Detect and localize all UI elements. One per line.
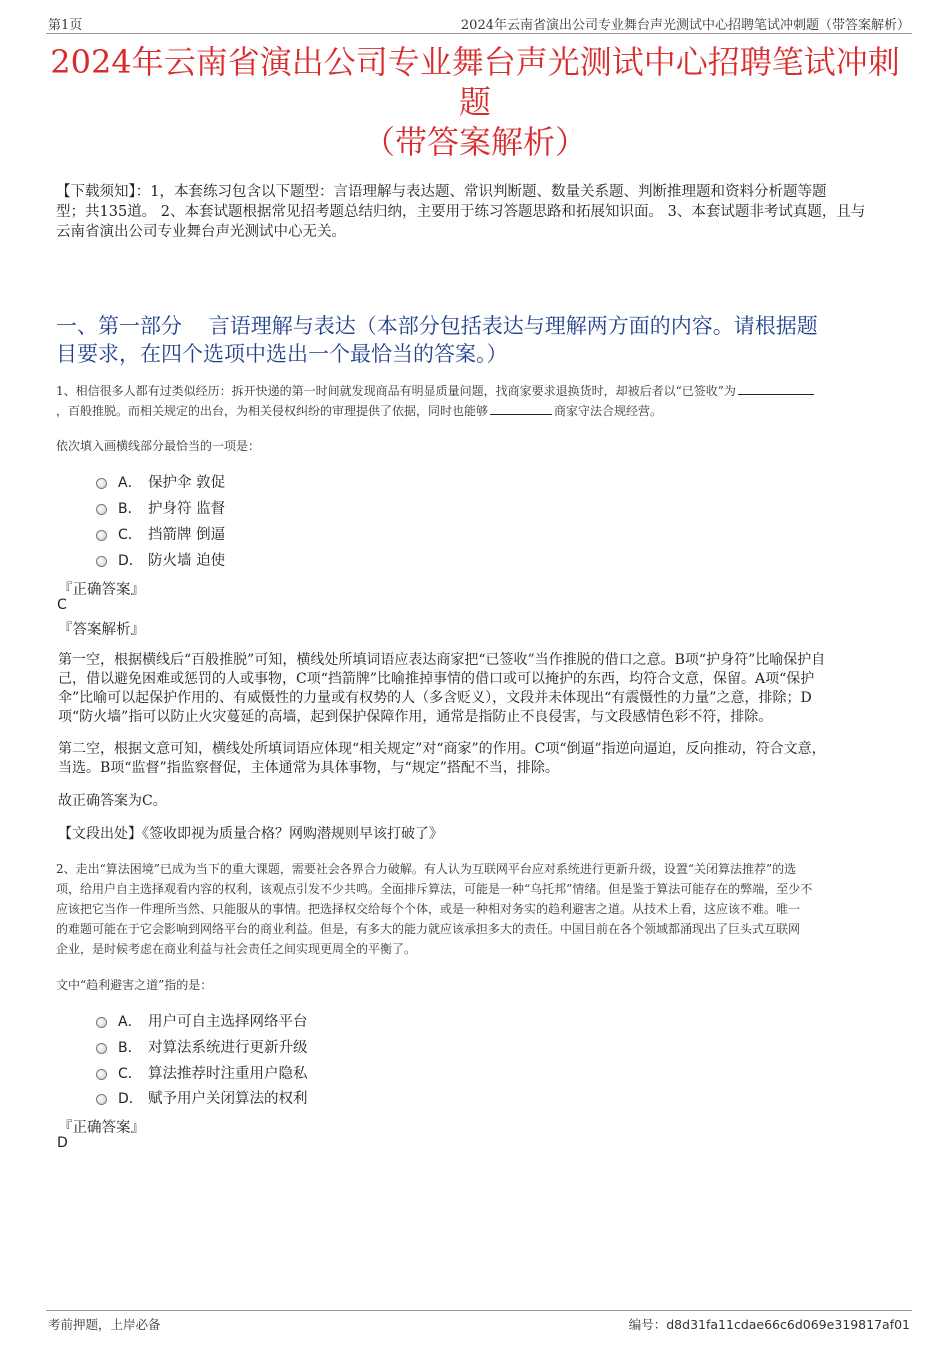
question-1-prompt: 依次填入画横线部分最恰当的一项是： — [56, 439, 261, 453]
blank-1 — [738, 382, 814, 395]
analysis-line: 第一空，根据横线后“百般推脱”可知，横线处所填词语应表达商家把“已签收”当作推脱的借口之意。B项“护身符”比喻保护自 — [58, 652, 826, 668]
radio-button-icon[interactable] — [96, 556, 107, 567]
radio-button-icon[interactable] — [96, 1094, 107, 1105]
analysis-conclusion: 故正确答案为C。 — [58, 793, 167, 809]
option-letter: D． — [118, 1090, 143, 1107]
blank-2 — [490, 402, 552, 415]
question-1-text — [56, 381, 904, 421]
question-2-option-d[interactable] — [96, 1087, 308, 1108]
footer-code-value: d8d31fa11cdae66c6d069e319817af01 — [666, 1317, 910, 1332]
question-1-text-a: 1、相信很多人都有过类似经历：拆开快递的第一时间就发现商品有明显质量问题，找商家要求退换货时，却被后者以“已签收”为 — [56, 384, 736, 398]
footer-slogan: 考前押题，上岸必备 — [48, 1317, 161, 1332]
footer-code — [629, 1315, 910, 1333]
radio-button-icon[interactable] — [96, 530, 107, 541]
question-2-line: 2、走出“算法困境”已成为当下的重大课题，需要社会各界合力破解。有人认为互联网平台应对系统进行更新升级，设置“关闭算法推荐”的选 — [56, 862, 797, 876]
option-text: 挡箭牌 倒逼 — [148, 527, 226, 543]
analysis-line: 第二空，根据文意可知，横线处所填词语应体现“相关规定”对“商家”的作用。C项“倒逼”指逆向逼迫，反向推动，符合文意， — [58, 741, 826, 757]
option-text: 护身符 监督 — [148, 501, 226, 517]
section-heading — [56, 312, 910, 368]
notice-line-1: 【下载须知】：1，本套练习包含以下题型：言语理解与表达题、常识判断题、数量关系题、判断推理题和资料分析题等题 — [56, 184, 827, 200]
document-title — [40, 42, 910, 162]
option-text: 赋予用户关闭算法的权利 — [148, 1091, 308, 1107]
page-number: 第1页 — [48, 18, 83, 33]
notice-line-2: 型；共135道。 2、本套试题根据常见招考题总结归纳，主要用于练习答题思路和拓展知识面。 3、本套试题非考试真题，且与 — [56, 204, 866, 220]
analysis-label: 『答案解析』 — [58, 622, 145, 638]
question-1-option-c[interactable] — [96, 523, 225, 544]
radio-button-icon[interactable] — [96, 1043, 107, 1054]
analysis-line: 己，借以避免困难或惩罚的人或事物，C项“挡箭牌”比喻推掉事情的借口或可以掩护的东西，均符合文意，保留。A项“保护 — [58, 671, 815, 687]
option-text: 用户可自主选择网络平台 — [148, 1014, 308, 1030]
correct-answer-label: 『正确答案』 — [58, 1120, 145, 1136]
source-citation: 【文段出处】《签收即视为质量合格？网购潜规则早该打破了》 — [58, 826, 443, 842]
title-line-2: （带答案解析） — [362, 123, 587, 161]
question-1-option-d[interactable] — [96, 549, 225, 570]
radio-button-icon[interactable] — [96, 478, 107, 489]
radio-button-icon[interactable] — [96, 1069, 107, 1080]
radio-button-icon[interactable] — [96, 504, 107, 515]
header-divider — [46, 33, 912, 34]
analysis-line: 项“防火墙”指可以防止火灾蔓延的高墙，起到保护保障作用，通常是指防止不良侵害，与文段感情色彩不符，排除。 — [58, 709, 773, 725]
question-2-option-b[interactable] — [96, 1036, 308, 1057]
correct-answer-value: D — [57, 1135, 68, 1151]
option-text: 防火墙 迫使 — [148, 553, 226, 569]
option-text: 对算法系统进行更新升级 — [148, 1040, 308, 1056]
question-2-line: 的难题可能在于它会影响到网络平台的商业利益。但是，有多大的能力就应该承担多大的责任。中国目前在各个领域都涌现出了巨头式互联网 — [56, 922, 801, 936]
option-text: 算法推荐时注重用户隐私 — [148, 1066, 308, 1082]
option-letter: A． — [118, 1013, 142, 1030]
option-letter: D． — [118, 552, 143, 569]
option-letter: C． — [118, 1065, 142, 1082]
section-heading-line-2: 目要求，在四个选项中选出一个最恰当的答案。） — [56, 342, 508, 366]
analysis-line: 当选。B项“监督”指监察督促，主体通常为具体事物，与“规定”搭配不当，排除。 — [58, 760, 559, 776]
option-text: 保护伞 敦促 — [148, 475, 226, 491]
option-letter: C． — [118, 526, 142, 543]
section-heading-line-1: 一、第一部分 言语理解与表达（本部分包括表达与理解两方面的内容。请根据题 — [56, 314, 818, 338]
footer-code-label: 编号： — [628, 1317, 667, 1332]
question-1-text-b: ，百般推脱。而相关规定的出台，为相关侵权纠纷的审理提供了依据，同时也能够 — [56, 404, 489, 418]
question-2-line: 企业，是时候考虑在商业利益与社会责任之间实现更周全的平衡了。 — [56, 942, 417, 956]
analysis-line: 伞”比喻可以起保护作用的、有威慑性的力量或有权势的人（多含贬义），文段并未体现出“有震慑性的力量”之意，排除；D — [58, 690, 812, 706]
correct-answer-value: C — [57, 597, 67, 613]
analysis-paragraph-1 — [58, 651, 902, 727]
question-2-prompt: 文中“趋利避害之道”指的是： — [56, 978, 213, 992]
analysis-paragraph-2 — [58, 740, 902, 778]
correct-answer-label: 『正确答案』 — [58, 582, 145, 598]
question-2-option-a[interactable] — [96, 1010, 308, 1031]
radio-button-icon[interactable] — [96, 1017, 107, 1028]
title-line-1: 2024年云南省演出公司专业舞台声光测试中心招聘笔试冲刺题 — [50, 43, 900, 121]
question-2-text — [56, 859, 904, 959]
option-letter: B． — [118, 500, 142, 517]
question-1-text-c: 商家守法合规经营。 — [554, 404, 663, 418]
question-1-option-a[interactable] — [96, 471, 225, 492]
question-2-option-c[interactable] — [96, 1062, 308, 1083]
download-notice — [56, 182, 904, 242]
question-2-line: 应该把它当作一件理所当然、只能服从的事情。把选择权交给每个个体，或是一种相对务实的趋利避害之道。从技术上看，这应该不难。唯一 — [56, 902, 801, 916]
option-letter: A． — [118, 474, 142, 491]
option-letter: B． — [118, 1039, 142, 1056]
question-1-option-b[interactable] — [96, 497, 225, 518]
question-2-line: 项，给用户自主选择观看内容的权利，该观点引发不少共鸣。全面排斥算法，可能是一种“乌托邦”情绪。但是鉴于算法可能存在的弊端，至少不 — [56, 882, 813, 896]
notice-line-3: 云南省演出公司专业舞台声光测试中心无关。 — [56, 224, 346, 240]
footer-divider — [46, 1310, 912, 1311]
header-doc-title: 2024年云南省演出公司专业舞台声光测试中心招聘笔试冲刺题（带答案解析） — [460, 18, 910, 33]
